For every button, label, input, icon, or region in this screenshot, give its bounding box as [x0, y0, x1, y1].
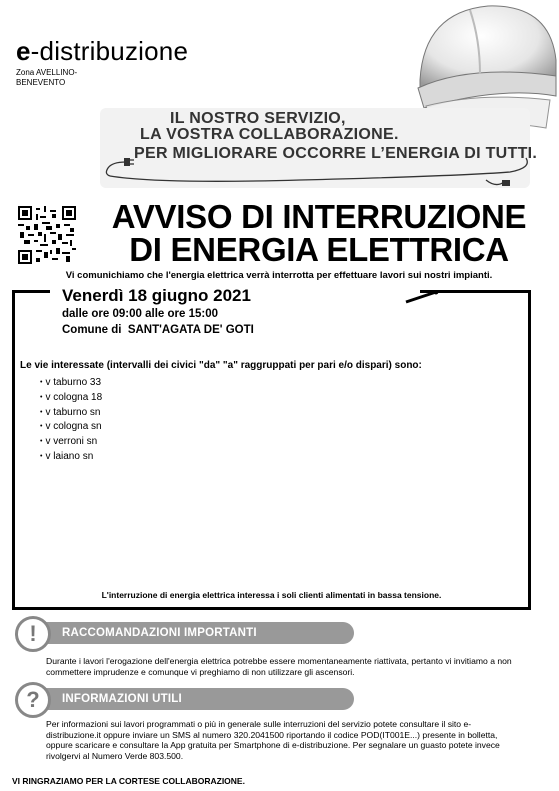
list-item: • v cologna sn [40, 420, 102, 435]
pen-stroke-decoration [404, 290, 444, 304]
logo-text: -distribuzione [30, 36, 189, 66]
interruption-date: Venerdì 18 giugno 2021 [62, 286, 251, 305]
recommendations-text: Durante i lavori l'erogazione dell'energia elettrica potrebbe essere momentaneamente riattivata, pertanto vi invitiamo a non commettere imprudenze e comunque vi preghiamo di non utilizzare gli ascensori. [46, 656, 512, 677]
comune-label: Comune di [62, 324, 122, 336]
recommendations-heading: RACCOMANDAZIONI IMPORTANTI [62, 627, 257, 639]
title-line-2: DI ENERGIA ELETTRICA [129, 231, 509, 268]
logo-prefix: e [16, 36, 31, 66]
qr-code[interactable] [18, 206, 76, 264]
list-item: • v cologna 18 [40, 391, 102, 406]
info-banner [44, 688, 354, 710]
intro-text: Vi comunichiamo che l'energia elettrica verrà interrotta per effettuare lavori sui nostri impianti. [65, 270, 493, 281]
interruption-hours: dalle ore 09:00 alle ore 15:00 [62, 308, 218, 320]
list-item: • v taburno 33 [40, 376, 102, 391]
exclamation-icon: ! [15, 616, 51, 652]
comune-line [62, 324, 254, 336]
list-item: • v verroni sn [40, 435, 102, 450]
slogan-line-1: IL NOSTRO SERVIZIO, [170, 110, 346, 127]
recommendations-banner [44, 622, 354, 644]
streets-list [40, 376, 102, 465]
notice-title [84, 200, 554, 266]
slogan-panel [100, 108, 538, 188]
slogan-line-2: LA VOSTRA COLLABORAZIONE. [140, 126, 399, 143]
comune-name: SANT'AGATA DE' GOTI [127, 324, 254, 336]
footer-thanks: VI RINGRAZIAMO PER LA CORTESE COLLABORAZIONE. [12, 776, 245, 786]
streets-heading: Le vie interessate (intervalli dei civici "da" "a" raggruppati per pari e/o dispari) sono: [20, 360, 422, 371]
info-heading: INFORMAZIONI UTILI [62, 693, 182, 705]
plug-cable-icon [100, 154, 540, 190]
list-item: • v taburno sn [40, 406, 102, 421]
zone-label: Zona AVELLINO-BENEVENTO [16, 68, 78, 87]
company-logo [16, 36, 188, 67]
list-item: • v laiano sn [40, 450, 102, 465]
info-text: Per informazioni sui lavori programmati o più in generale sulle interruzioni del servizio potete consultare il sito e-distribuzione.it oppure inviare un SMS al numero 320.2041500 riportando il codice POD(IT001E...) presente in bolletta, oppure scaricare e consultare la App gratuita per Smartphone di e-distribuzione. Per segnalare un guasto potete invece rivolgervi al Numero Verde 803.500. [46, 719, 500, 761]
low-voltage-note: L'interruzione di energia elettrica interessa i soli clienti alimentati in bassa tensione. [101, 590, 442, 600]
slogan-line-3: PER MIGLIORARE OCCORRE L’ENERGIA DI TUTTI. [134, 145, 538, 162]
question-icon: ? [15, 682, 51, 718]
title-line-1: AVVISO DI INTERRUZIONE [111, 198, 527, 235]
